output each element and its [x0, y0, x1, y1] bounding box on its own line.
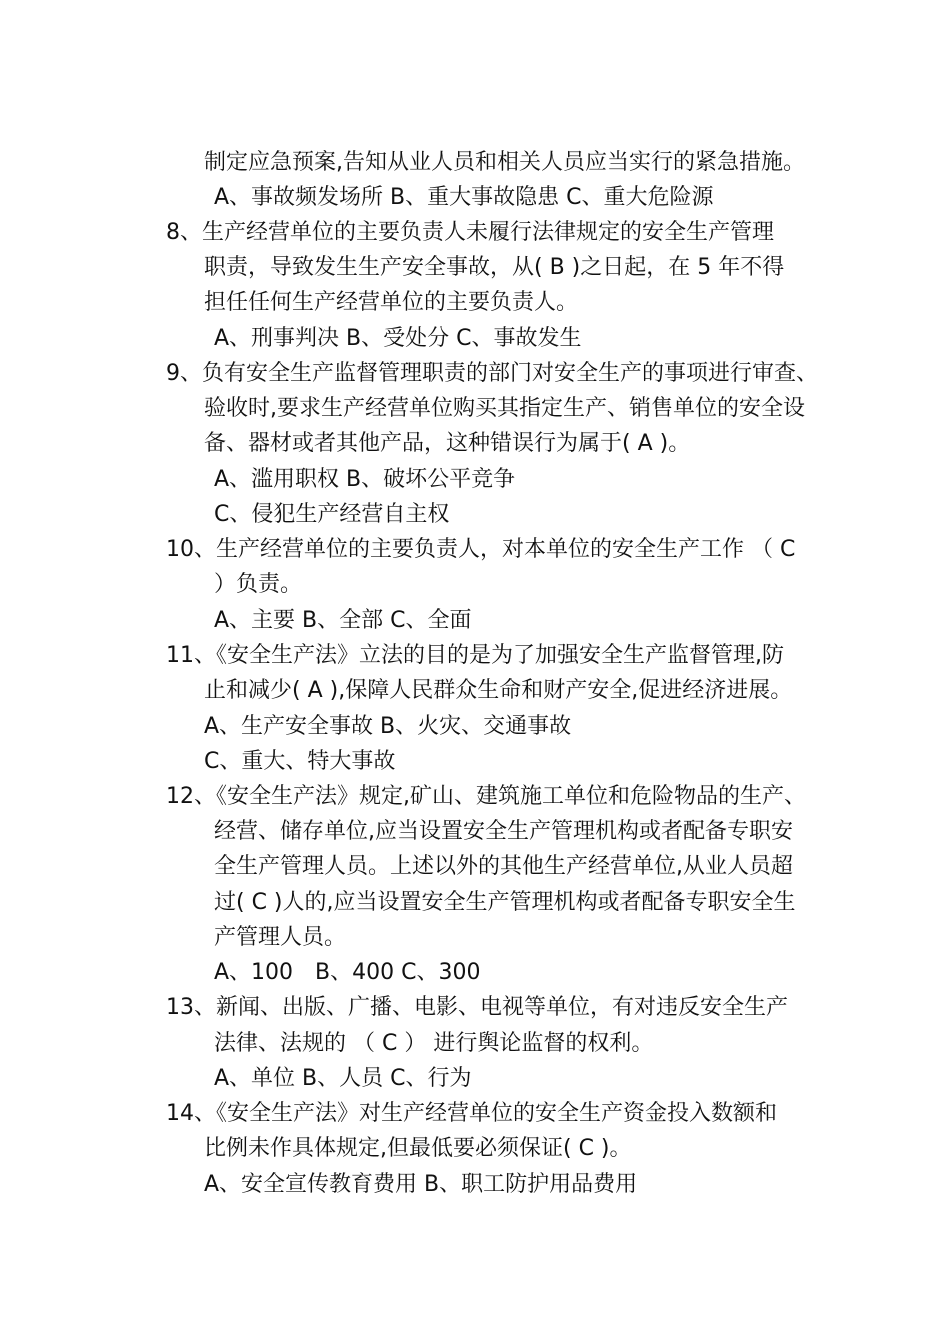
- question-12: 12、《安全生产法》规定,矿山、建筑施工单位和危险物品的生产、: [166, 784, 806, 809]
- option-line: A、主要 B、全部 C、全面: [214, 608, 472, 633]
- text-line: 备、器材或者其他产品，这种错误行为属于( A )。: [204, 431, 691, 456]
- question-14: 14、《安全生产法》对生产经营单位的安全生产资金投入数额和: [166, 1101, 777, 1126]
- option-line: C、重大、特大事故: [204, 749, 396, 774]
- text-line: 担任任何生产经营单位的主要负责人。: [204, 290, 579, 315]
- text-line: 法律、法规的 （ C ） 进行舆论监督的权利。: [214, 1031, 654, 1056]
- question-9: 9、负有安全生产监督管理职责的部门对安全生产的事项进行审查、: [166, 361, 818, 386]
- option-line: A、生产安全事故 B、火灾、交通事故: [204, 714, 572, 739]
- option-line: A、安全宣传教育费用 B、职工防护用品费用: [204, 1172, 638, 1197]
- question-13: 13、新闻、出版、广播、电影、电视等单位，有对违反安全生产: [166, 995, 788, 1020]
- option-line: A、刑事判决 B、受处分 C、事故发生: [214, 326, 582, 351]
- option-line: A、单位 B、人员 C、行为: [214, 1066, 472, 1091]
- text-line: 职责，导致发生生产安全事故，从( B )之日起，在 5 年不得: [204, 255, 785, 280]
- text-line: 制定应急预案,告知从业人员和相关人员应当实行的紧急措施。: [204, 150, 805, 175]
- question-10: 10、生产经营单位的主要负责人，对本单位的安全生产工作 （ C: [166, 537, 796, 562]
- option-line: A、100 B、400 C、300: [214, 960, 481, 985]
- text-line: 比例未作具体规定,但最低要必须保证( C )。: [204, 1136, 632, 1161]
- text-line: 产管理人员。: [214, 925, 347, 950]
- text-line: 经营、储存单位,应当设置安全生产管理机构或者配备专职安: [214, 819, 793, 844]
- text-line: ）负责。: [214, 572, 303, 597]
- text-line: 全生产管理人员。上述以外的其他生产经营单位,从业人员超: [214, 854, 793, 879]
- text-line: 验收时,要求生产经营单位购买其指定生产、销售单位的安全设: [204, 396, 805, 421]
- option-line: A、事故频发场所 B、重大事故隐患 C、重大危险源: [214, 185, 714, 210]
- text-line: 过( C )人的,应当设置安全生产管理机构或者配备专职安全生: [214, 890, 796, 915]
- question-11: 11、《安全生产法》立法的目的是为了加强安全生产监督管理,防: [166, 643, 784, 668]
- question-8: 8、生产经营单位的主要负责人未履行法律规定的安全生产管理: [166, 220, 774, 245]
- text-line: 止和减少( A ),保障人民群众生命和财产安全,促进经济进展。: [204, 678, 793, 703]
- option-line: A、滥用职权 B、破坏公平竞争: [214, 467, 516, 492]
- option-line: C、侵犯生产经营自主权: [214, 502, 450, 527]
